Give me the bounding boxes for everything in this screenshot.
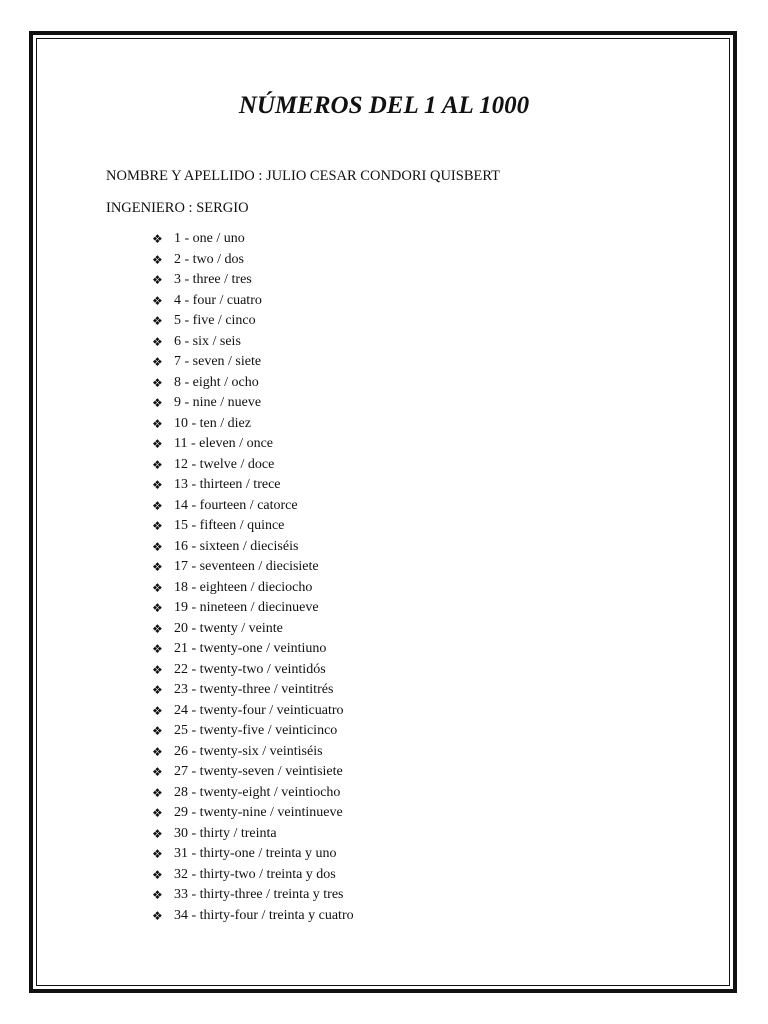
list-item-text: 32 - thirty-two / treinta y dos [174,866,336,882]
four-diamond-bullet-icon: ❖ [152,662,163,677]
four-diamond-bullet-icon: ❖ [152,908,163,923]
four-diamond-bullet-icon: ❖ [152,416,163,431]
list-item [152,229,354,250]
four-diamond-bullet-icon: ❖ [152,355,163,369]
list-item-text: 15 - fifteen / quince [174,518,285,533]
list-item [152,598,354,619]
list-item-text: 2 - two / dos [174,251,244,267]
four-diamond-bullet-icon: ❖ [152,457,163,472]
four-diamond-bullet-icon: ❖ [152,437,163,451]
list-item [152,516,354,537]
list-item [152,393,354,414]
four-diamond-bullet-icon: ❖ [152,765,163,779]
four-diamond-bullet-icon: ❖ [152,621,163,636]
list-item [152,250,354,271]
list-item [152,762,354,783]
list-item [152,783,354,804]
four-diamond-bullet-icon: ❖ [152,334,163,349]
list-item-text: 24 - twenty-four / veinticuatro [174,702,344,718]
four-diamond-bullet-icon: ❖ [152,580,163,595]
four-diamond-bullet-icon: ❖ [152,806,163,820]
list-item [152,578,354,599]
list-item-text: 14 - fourteen / catorce [174,497,298,513]
list-item-text: 29 - twenty-nine / veintinueve [174,805,343,820]
list-item [152,742,354,763]
four-diamond-bullet-icon: ❖ [152,519,163,533]
list-item-text: 3 - three / tres [174,272,252,287]
four-diamond-bullet-icon: ❖ [152,232,163,246]
list-item-text: 26 - twenty-six / veintiséis [174,743,323,759]
list-item [152,475,354,496]
list-item-text: 28 - twenty-eight / veintiocho [174,784,341,800]
list-item-text: 21 - twenty-one / veintiuno [174,641,327,656]
list-item-text: 19 - nineteen / diecinueve [174,600,319,615]
four-diamond-bullet-icon: ❖ [152,560,163,574]
numbers-list [152,229,354,926]
list-item-text: 12 - twelve / doce [174,456,275,472]
list-item-text: 5 - five / cinco [174,313,256,328]
list-item [152,844,354,865]
list-item-text: 27 - twenty-seven / veintisiete [174,764,343,779]
list-item-text: 33 - thirty-three / treinta y tres [174,887,344,902]
list-item-text: 34 - thirty-four / treinta y cuatro [174,907,354,923]
document-title: NÚMEROS DEL 1 AL 1000 [238,92,530,119]
list-item [152,434,354,455]
four-diamond-bullet-icon: ❖ [152,888,163,902]
four-diamond-bullet-icon: ❖ [152,273,163,287]
list-item-text: 16 - sixteen / dieciséis [174,538,299,554]
list-item-text: 13 - thirteen / trece [174,477,281,492]
list-item [152,455,354,476]
list-item [152,332,354,353]
list-item-text: 4 - four / cuatro [174,292,262,308]
four-diamond-bullet-icon: ❖ [152,396,163,410]
four-diamond-bullet-icon: ❖ [152,642,163,656]
list-item [152,824,354,845]
list-item-text: 10 - ten / diez [174,415,251,431]
list-item-text: 18 - eighteen / dieciocho [174,579,313,595]
list-item-text: 20 - twenty / veinte [174,620,283,636]
list-item-text: 17 - seventeen / diecisiete [174,559,319,574]
list-item-text: 23 - twenty-three / veintitrés [174,682,334,697]
four-diamond-bullet-icon: ❖ [152,724,163,738]
four-diamond-bullet-icon: ❖ [152,375,163,390]
four-diamond-bullet-icon: ❖ [152,498,163,513]
four-diamond-bullet-icon: ❖ [152,867,163,882]
list-item [152,352,354,373]
four-diamond-bullet-icon: ❖ [152,703,163,718]
four-diamond-bullet-icon: ❖ [152,744,163,759]
four-diamond-bullet-icon: ❖ [152,847,163,861]
list-item [152,885,354,906]
four-diamond-bullet-icon: ❖ [152,826,163,841]
list-item [152,660,354,681]
list-item [152,721,354,742]
list-item-text: 8 - eight / ocho [174,374,259,390]
four-diamond-bullet-icon: ❖ [152,539,163,554]
list-item [152,639,354,660]
list-item [152,865,354,886]
list-item [152,906,354,927]
list-item-text: 25 - twenty-five / veinticinco [174,723,338,738]
four-diamond-bullet-icon: ❖ [152,478,163,492]
list-item-text: 6 - six / seis [174,333,241,349]
list-item-text: 1 - one / uno [174,231,245,246]
engineer-line: INGENIERO : SERGIO [106,200,249,216]
four-diamond-bullet-icon: ❖ [152,252,163,267]
list-item-text: 9 - nine / nueve [174,395,262,410]
list-item [152,311,354,332]
list-item [152,557,354,578]
list-item-text: 7 - seven / siete [174,354,262,369]
four-diamond-bullet-icon: ❖ [152,785,163,800]
list-item [152,619,354,640]
list-item [152,270,354,291]
four-diamond-bullet-icon: ❖ [152,293,163,308]
list-item-text: 22 - twenty-two / veintidós [174,661,326,677]
list-item [152,537,354,558]
list-item-text: 30 - thirty / treinta [174,825,277,841]
list-item [152,803,354,824]
list-item-text: 11 - eleven / once [174,436,273,451]
student-name-line: NOMBRE Y APELLIDO : JULIO CESAR CONDORI QUISBERT [106,168,500,184]
list-item [152,291,354,312]
four-diamond-bullet-icon: ❖ [152,683,163,697]
list-item [152,414,354,435]
list-item [152,373,354,394]
four-diamond-bullet-icon: ❖ [152,314,163,328]
list-item-text: 31 - thirty-one / treinta y uno [174,846,337,861]
list-item [152,496,354,517]
list-item [152,701,354,722]
four-diamond-bullet-icon: ❖ [152,601,163,615]
list-item [152,680,354,701]
